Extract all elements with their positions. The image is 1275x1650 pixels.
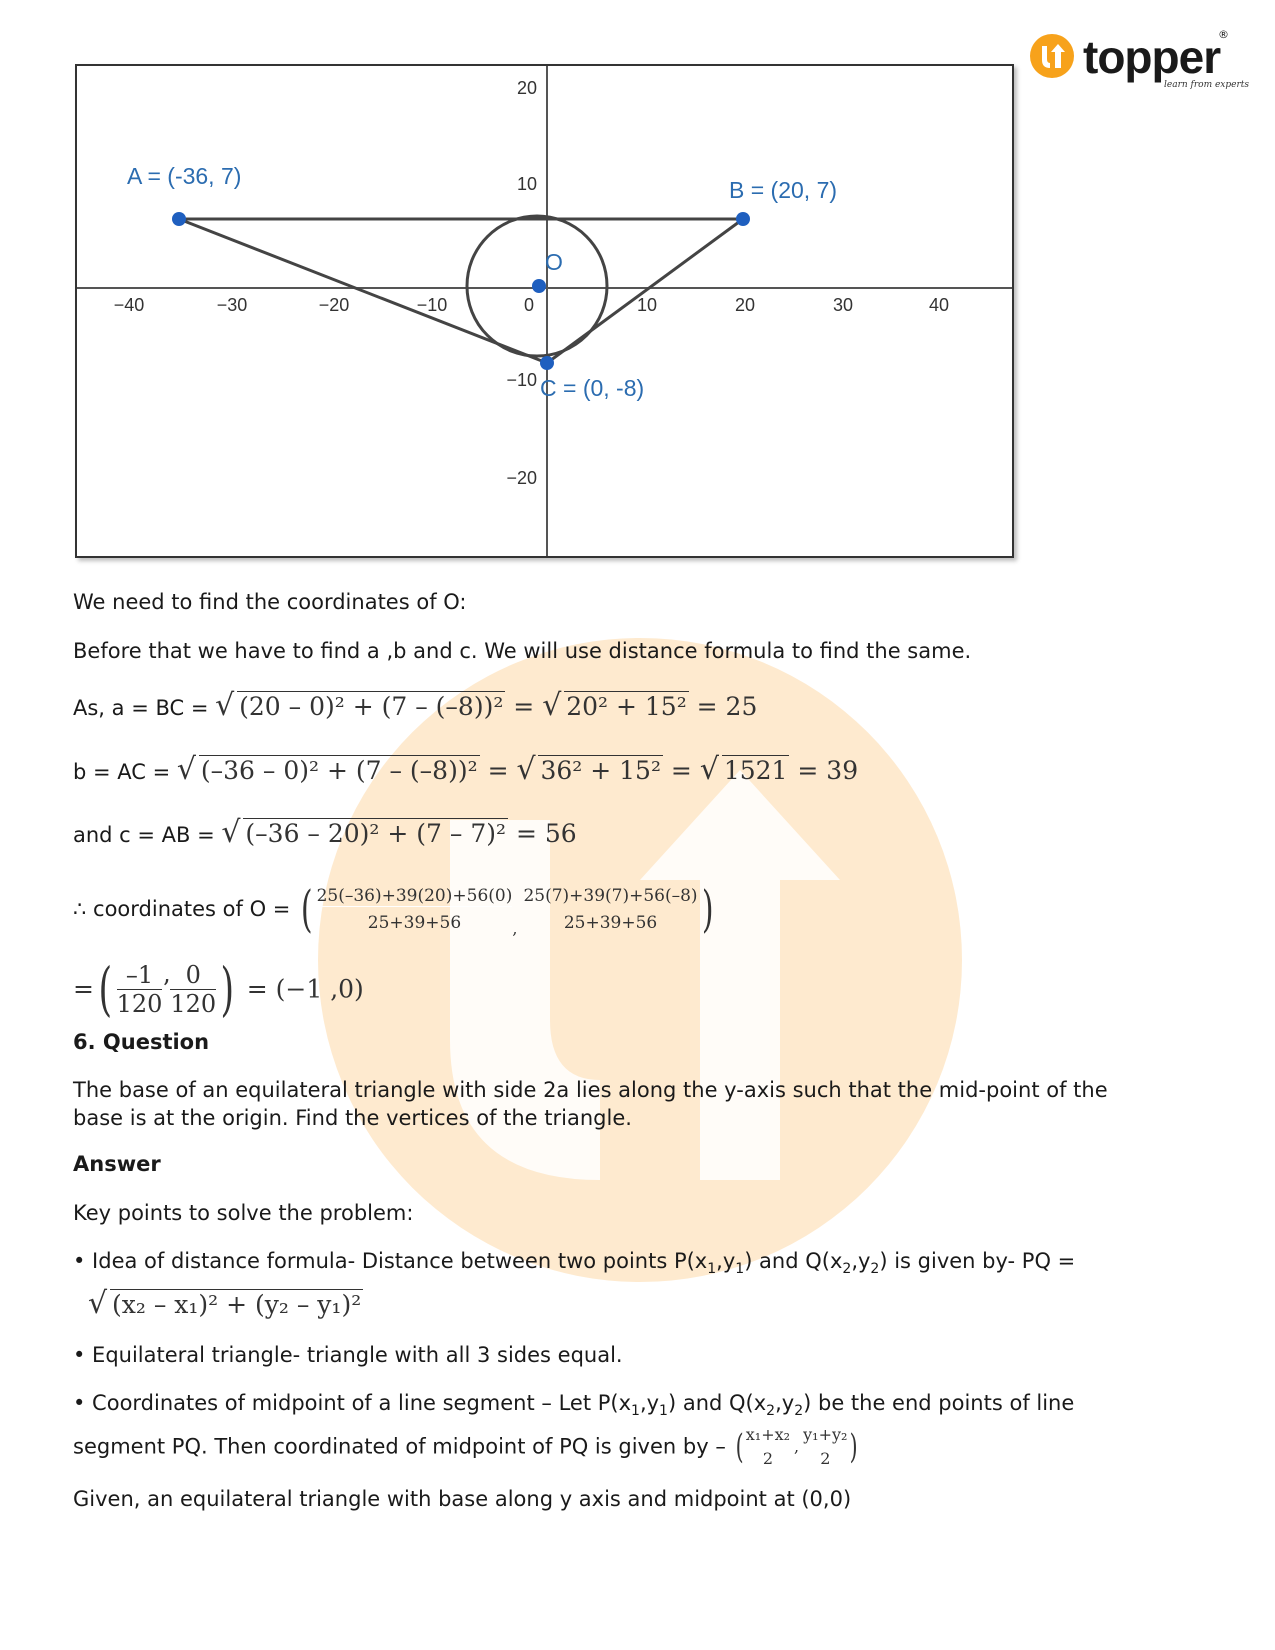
fraction bbox=[746, 1425, 790, 1468]
point-a bbox=[172, 212, 186, 226]
bullet-distance-formula bbox=[73, 1249, 1075, 1277]
midpoint-line: segment PQ. Then coordinated of midpoint of PQ is given by – ( x₁+x₂ 2 , y₁+y₂ 2 ) bbox=[73, 1425, 859, 1468]
sqrt-expression: √ (x₂ – x₁)² + (y₂ – y₁)² bbox=[88, 1286, 362, 1321]
side-bc bbox=[547, 219, 743, 363]
bullet-text: ,y bbox=[851, 1249, 871, 1273]
equation-prefix: As, a = BC = bbox=[73, 696, 216, 720]
equation-result: = (−1 ,0) bbox=[238, 974, 364, 1004]
distance-formula bbox=[88, 1286, 363, 1321]
subscript: 2 bbox=[842, 1261, 852, 1278]
point-o bbox=[532, 279, 546, 293]
bullet-text: ,y bbox=[639, 1391, 660, 1415]
y-tick-label: 10 bbox=[516, 174, 537, 194]
bullet-text: ) and Q(x bbox=[667, 1391, 767, 1415]
coordinate-graph bbox=[75, 64, 1014, 558]
equals-sign: = bbox=[662, 756, 700, 785]
y-tick-label: 20 bbox=[516, 78, 537, 98]
sqrt-expression: √ (20 – 0)² + (7 – (–8))² bbox=[215, 688, 504, 723]
text-line: Given, an equilateral triangle with base along y axis and midpoint at (0,0) bbox=[73, 1487, 852, 1511]
bullet-equilateral: • Equilateral triangle- triangle with all 3 sides equal. bbox=[73, 1343, 623, 1367]
sqrt-expression: √ (–36 – 0)² + (7 – (–8))² bbox=[176, 752, 478, 787]
radicand: 1521 bbox=[723, 756, 788, 785]
label-c: C = (0, -8) bbox=[540, 375, 645, 401]
x-tick-label: −10 bbox=[416, 295, 448, 315]
denominator: 120 bbox=[170, 989, 217, 1018]
numerator: y₁+y₂ bbox=[803, 1425, 848, 1444]
x-tick-label: −30 bbox=[216, 295, 248, 315]
numerator: 0 bbox=[170, 961, 216, 990]
registered-mark: ® bbox=[1218, 28, 1229, 41]
x-tick-label: 0 bbox=[523, 295, 535, 315]
sqrt-expression: √ 1521 bbox=[699, 752, 788, 787]
subscript: 1 bbox=[631, 1403, 640, 1420]
radicand: 36² + 15² bbox=[540, 756, 661, 785]
equation-result-line: =( $\frac{-1}{120}$ ’ $\frac{0}{120}$ ) = (−1 ,0) bbox=[73, 955, 364, 1023]
equals-sign: = bbox=[505, 692, 543, 721]
denominator: 2 bbox=[762, 1449, 773, 1468]
equation-b bbox=[73, 752, 859, 787]
radicand: 20² + 15² bbox=[566, 692, 687, 721]
label-b: B = (20, 7) bbox=[729, 177, 838, 203]
radicand: (–36 – 20)² + (7 – 7)² bbox=[245, 819, 507, 848]
fraction bbox=[523, 886, 697, 933]
brand-name: topper bbox=[1083, 31, 1221, 83]
question-text: base is at the origin. Find the vertices of the triangle. bbox=[73, 1106, 632, 1130]
x-tick-label: −20 bbox=[318, 295, 350, 315]
subscript: 2 bbox=[794, 1403, 804, 1420]
equation-prefix: ∴ coordinates of O = bbox=[73, 897, 298, 921]
question-heading: 6. Question bbox=[73, 1030, 210, 1054]
bullet-text: ,y bbox=[775, 1391, 795, 1415]
x-tick-label: 10 bbox=[636, 295, 658, 315]
numerator: x₁+x₂ bbox=[745, 1425, 791, 1444]
question-text: The base of an equilateral triangle with side 2a lies along the y-axis such that the mid-point of the bbox=[73, 1078, 1108, 1102]
equation-a bbox=[73, 688, 758, 723]
equation-o: ∴ coordinates of O = ( $\frac{25(-36)+39(20)+56(0)}{25+39+56}$ , 25(7)+39(7)+56(–8) 25+39+56 ) bbox=[73, 880, 714, 938]
bullet-text: • Idea of distance formula- Distance between two points P(x bbox=[73, 1249, 708, 1273]
side-ac bbox=[179, 219, 547, 363]
equals-sign: = bbox=[73, 974, 94, 1004]
sqrt-expression: √ 36² + 15² bbox=[516, 752, 661, 787]
subscript: 1 bbox=[707, 1261, 717, 1278]
subscript: 1 bbox=[659, 1403, 668, 1420]
watermark-logo-icon bbox=[300, 620, 980, 1300]
bullet-text: ,y bbox=[716, 1249, 736, 1273]
radicand: (–36 – 0)² + (7 – (–8))² bbox=[200, 756, 478, 785]
numerator: 25(–36)+39(20)+56(0) bbox=[316, 885, 513, 906]
x-tick-label: 20 bbox=[734, 295, 756, 315]
topper-logo bbox=[1028, 28, 1250, 98]
equals-sign: = bbox=[479, 756, 517, 785]
fraction bbox=[170, 961, 216, 1018]
graph-canvas bbox=[77, 66, 1012, 556]
equation-c bbox=[73, 815, 577, 850]
label-o: O bbox=[545, 249, 563, 275]
equation-prefix: and c = AB = bbox=[73, 823, 222, 847]
denominator: 2 bbox=[820, 1449, 831, 1468]
y-tick-label: −20 bbox=[506, 468, 537, 488]
equation-result: = 39 bbox=[789, 756, 859, 785]
label-a: A = (-36, 7) bbox=[127, 163, 242, 189]
denominator: 120 bbox=[116, 989, 163, 1018]
brand-tagline: learn from experts bbox=[1164, 80, 1250, 90]
bullet-text: ) and Q(x bbox=[744, 1249, 843, 1273]
fraction bbox=[803, 1425, 847, 1468]
x-tick-label: 40 bbox=[928, 295, 950, 315]
point-c bbox=[540, 356, 554, 370]
text-line: Before that we have to find a ,b and c. We will use distance formula to find the same. bbox=[73, 639, 972, 663]
subscript: 2 bbox=[870, 1261, 880, 1278]
sqrt-expression: √ 20² + 15² bbox=[542, 688, 687, 723]
subscript: 2 bbox=[766, 1403, 776, 1420]
fraction bbox=[317, 886, 513, 933]
radicand: (x₂ – x₁)² + (y₂ – y₁)² bbox=[112, 1290, 362, 1319]
x-tick-label: −40 bbox=[113, 295, 145, 315]
x-tick-label: 30 bbox=[832, 295, 854, 315]
equation-prefix: b = AC = bbox=[73, 760, 177, 784]
bullet-text: • Coordinates of midpoint of a line segment – Let P(x bbox=[73, 1391, 632, 1415]
text-line: Key points to solve the problem: bbox=[73, 1201, 414, 1225]
bullet-text: ) be the end points of line bbox=[803, 1391, 1075, 1415]
numerator: 25(7)+39(7)+56(–8) bbox=[523, 885, 698, 906]
y-tick-label: −10 bbox=[506, 370, 537, 390]
equation-result: = 25 bbox=[688, 692, 758, 721]
bullet-text: ) is given by- PQ = bbox=[879, 1249, 1076, 1273]
subscript: 1 bbox=[735, 1261, 745, 1278]
numerator: –1 bbox=[117, 961, 163, 990]
text-line: We need to find the coordinates of O: bbox=[73, 590, 467, 614]
sqrt-expression: √ (–36 – 20)² + (7 – 7)² bbox=[221, 815, 507, 850]
bullet-text: segment PQ. Then coordinated of midpoint of PQ is given by – bbox=[73, 1434, 733, 1459]
point-b bbox=[736, 212, 750, 226]
answer-heading: Answer bbox=[73, 1152, 161, 1176]
fraction bbox=[117, 961, 163, 1018]
radicand: (20 – 0)² + (7 – (–8))² bbox=[239, 692, 504, 721]
equation-result: = 56 bbox=[508, 819, 577, 848]
bullet-midpoint bbox=[73, 1391, 1074, 1419]
denominator: 25+39+56 bbox=[367, 912, 462, 933]
denominator: 25+39+56 bbox=[563, 912, 658, 933]
topper-badge-icon bbox=[1028, 32, 1076, 80]
